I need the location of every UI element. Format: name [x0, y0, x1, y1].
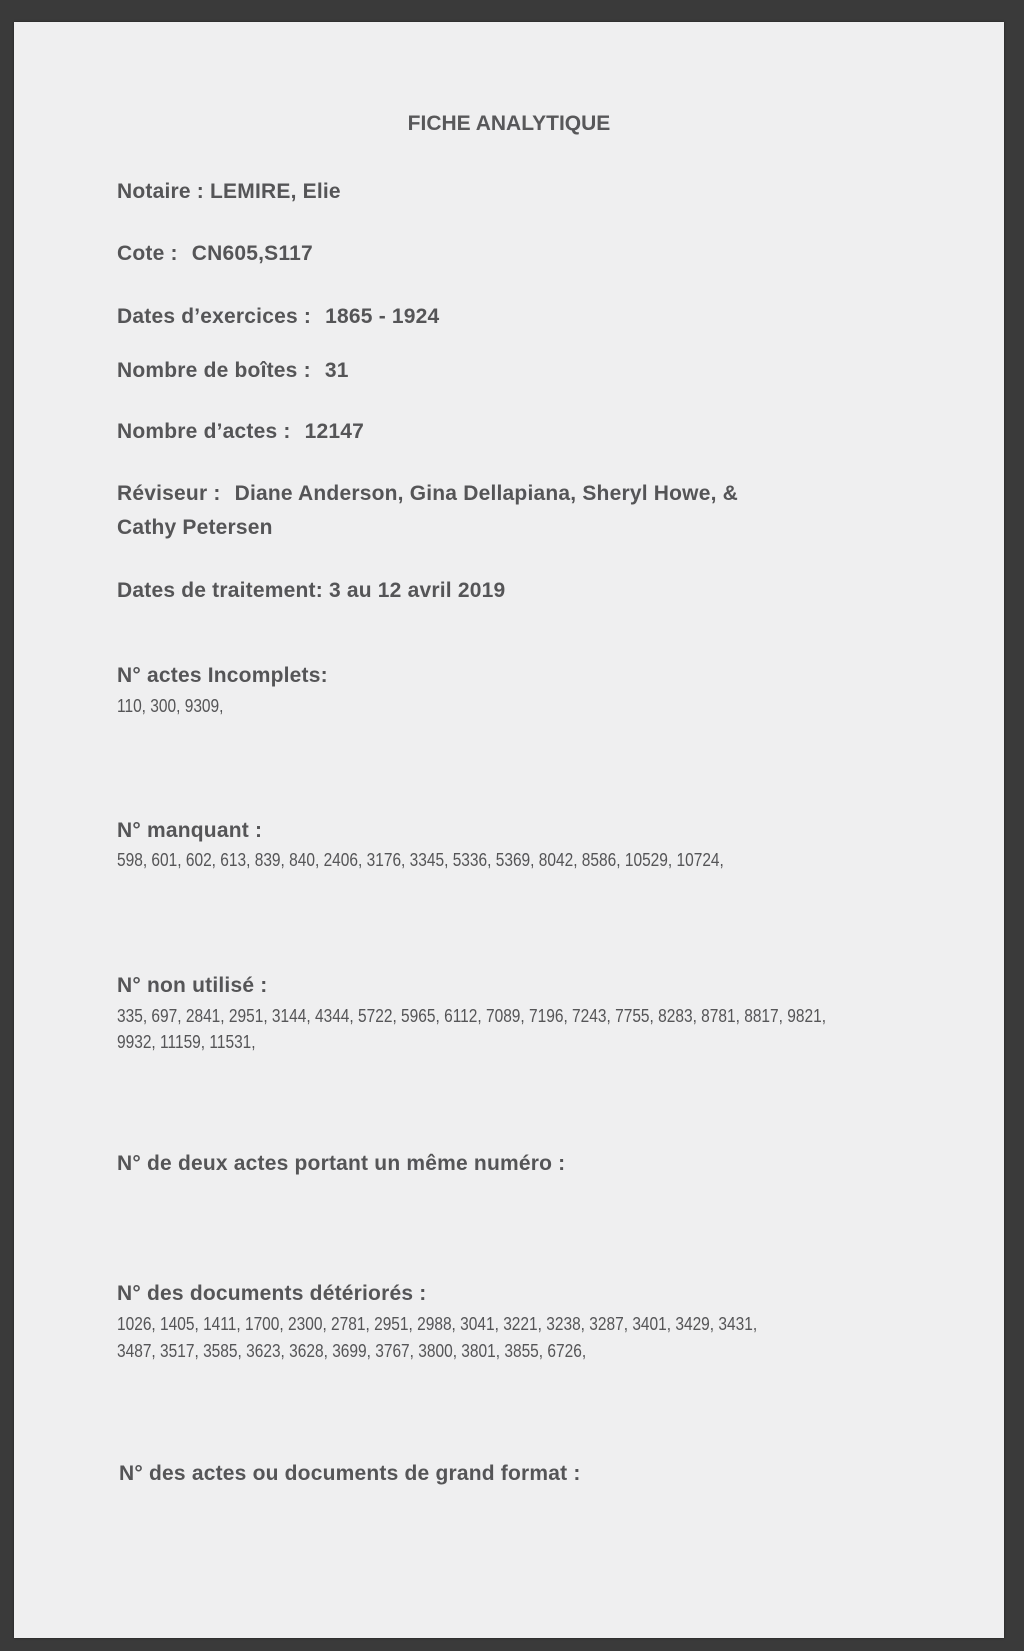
heading-manquant: N° manquant :: [117, 819, 263, 842]
list-non-utilise-line1: 335, 697, 2841, 2951, 3144, 4344, 5722, 5965, 6112, 7089, 7196, 7243, 7755, 8283, 8781, 8817, 9821,: [117, 1006, 826, 1026]
nombre-boites-label: Nombre de boîtes :: [117, 359, 311, 382]
heading-actes-incomplets: N° actes Incomplets:: [117, 664, 328, 687]
list-manquant: 598, 601, 602, 613, 839, 840, 2406, 3176, 3345, 5336, 5369, 8042, 8586, 10529, 10724,: [117, 850, 724, 870]
field-nombre-boites: [117, 359, 349, 383]
list-non-utilise-line2: 9932, 11159, 11531,: [117, 1032, 256, 1052]
field-nombre-actes: [117, 420, 364, 444]
reviseur-value-line2: Cathy Petersen: [117, 516, 273, 539]
nombre-actes-value: 12147: [304, 420, 365, 443]
dates-exercices-value: 1865 - 1924: [325, 305, 440, 328]
cote-label: Cote :: [117, 242, 178, 265]
notaire-value: LEMIRE, Elie: [210, 180, 341, 203]
nombre-boites-value: 31: [324, 359, 349, 382]
nombre-actes-label: Nombre d’actes :: [117, 420, 291, 443]
heading-grand-format: N° des actes ou documents de grand format :: [119, 1462, 581, 1485]
list-deteriores-line2: 3487, 3517, 3585, 3623, 3628, 3699, 3767, 3800, 3801, 3855, 6726,: [117, 1341, 587, 1361]
list-actes-incomplets: 110, 300, 9309,: [117, 696, 224, 716]
field-notaire: [117, 180, 341, 204]
heading-non-utilise: N° non utilisé :: [117, 974, 268, 997]
heading-documents-deteriores: N° des documents détériorés :: [117, 1282, 427, 1305]
heading-deux-actes-meme-numero: N° de deux actes portant un même numéro :: [117, 1152, 566, 1175]
cote-value: CN605,S117: [191, 242, 313, 265]
reviseur-value-line1: Diane Anderson, Gina Dellapiana, Sheryl Howe, &: [234, 482, 739, 505]
field-dates-exercices: [117, 305, 439, 329]
document-title: FICHE ANALYTIQUE: [407, 112, 611, 135]
dates-traitement-value: 3 au 12 avril 2019: [328, 579, 506, 602]
list-deteriores-line1: 1026, 1405, 1411, 1700, 2300, 2781, 2951, 2988, 3041, 3221, 3238, 3287, 3401, 3429, 3431,: [117, 1314, 758, 1334]
field-dates-traitement: [117, 579, 505, 603]
dates-traitement-label: Dates de traitement:: [117, 579, 323, 602]
reviseur-label: Réviseur :: [117, 482, 221, 505]
field-cote: [117, 242, 313, 266]
document-page: [14, 22, 1004, 1638]
notaire-label: Notaire :: [117, 180, 204, 203]
dates-exercices-label: Dates d’exercices :: [117, 305, 312, 328]
field-reviseur: [117, 482, 738, 506]
